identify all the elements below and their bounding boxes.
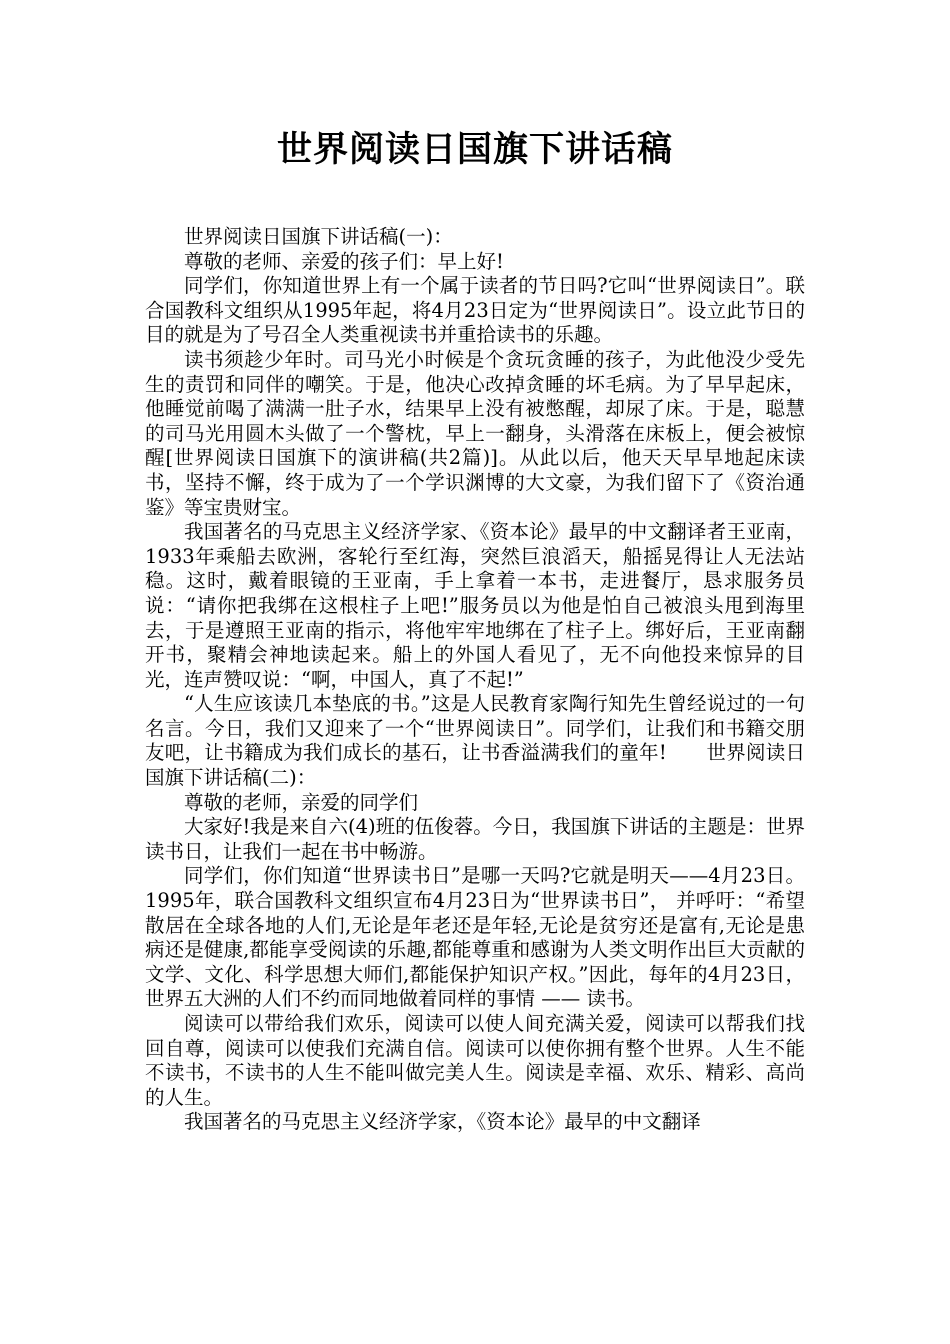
paragraph: 我国著名的马克思主义经济学家、《资本论》最早的中文翻译者王亚南，1933年乘船去欧洲，客轮行至红海，突然巨浪滔天，船摇晃得让人无法站稳。这时，戴着眼镜的王亚南，手上拿着一本书，走进餐厅，恳求服务员说：“请你把我绑在这根柱子上吧!”服务员以为他是怕自己被浪头甩到海里去，于是遵照王亚南的指示，将他牢牢地绑在了柱子上。绑好后，王亚南翻开书，聚精会神地读起来。船上的外国人看见了，无不向他投来惊异的目光，连声赞叹说：“啊，中国人，真了不起!” — [145, 520, 805, 691]
paragraph: 我国著名的马克思主义经济学家，《资本论》最早的中文翻译 — [184, 1110, 701, 1134]
paragraph: 读书须趁少年时。司马光小时候是个贪玩贪睡的孩子，为此他没少受先生的责罚和同伴的嘲笑。于是，他决心改掉贪睡的坏毛病。为了早早起床，他睡觉前喝了满满一肚子水，结果早上没有被憋醒，却尿了床。于是，聪慧的司马光用圆木头做了一个警枕，早上一翻身，头滑落在床板上，便会被惊醒[世界阅读日国旗下的演讲稿(共2篇)]。从此以后，他天天早早地起床读书，坚持不懈，终于成为了一个学识渊博的大文豪，为我们留下了《资治通鉴》等宝贵财宝。 — [145, 347, 805, 519]
paragraph: 同学们，你知道世界上有一个属于读者的节日吗?它叫“世界阅读日”。联合国教科文组织从1995年起，将4月23日定为“世界阅读日”。设立此节日的目的就是为了号召全人类重视读书并重拾读书的乐趣。 — [145, 274, 805, 347]
paragraph: 大家好!我是来自六(4)班的伍俊蓉。今日，我国旗下讲话的主题是：世界读书日，让我们一起在书中畅游。 — [145, 815, 805, 863]
paragraph: 阅读可以带给我们欢乐，阅读可以使人间充满关爱，阅读可以帮我们找回自尊，阅读可以使我们充满自信。阅读可以使你拥有整个世界。人生不能不读书，不读书的人生不能叫做完美人生。阅读是幸福、欢乐、精彩、高尚的人生。 — [145, 1012, 805, 1109]
paragraph: 世界阅读日国旗下讲话稿(一)： — [184, 225, 453, 248]
paragraph: 同学们，你们知道“世界读书日”是哪一天吗?它就是明天——4月23日。1995年，联合国教科文组织宣布4月23日为“世界读书日”， 并呼吁：“希望散居在全球各地的人们,无论是年老还是年轻,无论是贫穷还是富有,无论是患病还是健康,都能享受阅读的乐趣,都能尊重和感谢为人类文明作出巨大贡献的文学、文化、科学思想大师们,都能保护知识产权。”因此，每年的4月23日，世界五大洲的人们不约而同地做着同样的事情 —— 读书。 — [145, 864, 805, 1011]
paragraph: “人生应该读几本垫底的书。”这是人民教育家陶行知先生曾经说过的一句名言。今日，我们又迎来了一个“世界阅读日”。同学们，让我们和书籍交朋友吧，让书籍成为我们成长的基石，让书香溢满我们的童年! 世界阅读日国旗下讲话稿(二)： — [145, 692, 805, 790]
paragraph: 尊敬的老师、亲爱的孩子们：早上好! — [184, 249, 504, 273]
document-title: 世界阅读日国旗下讲话稿 — [276, 130, 673, 170]
document-body — [145, 225, 805, 1135]
paragraph: 尊敬的老师，亲爱的同学们 — [184, 790, 419, 814]
